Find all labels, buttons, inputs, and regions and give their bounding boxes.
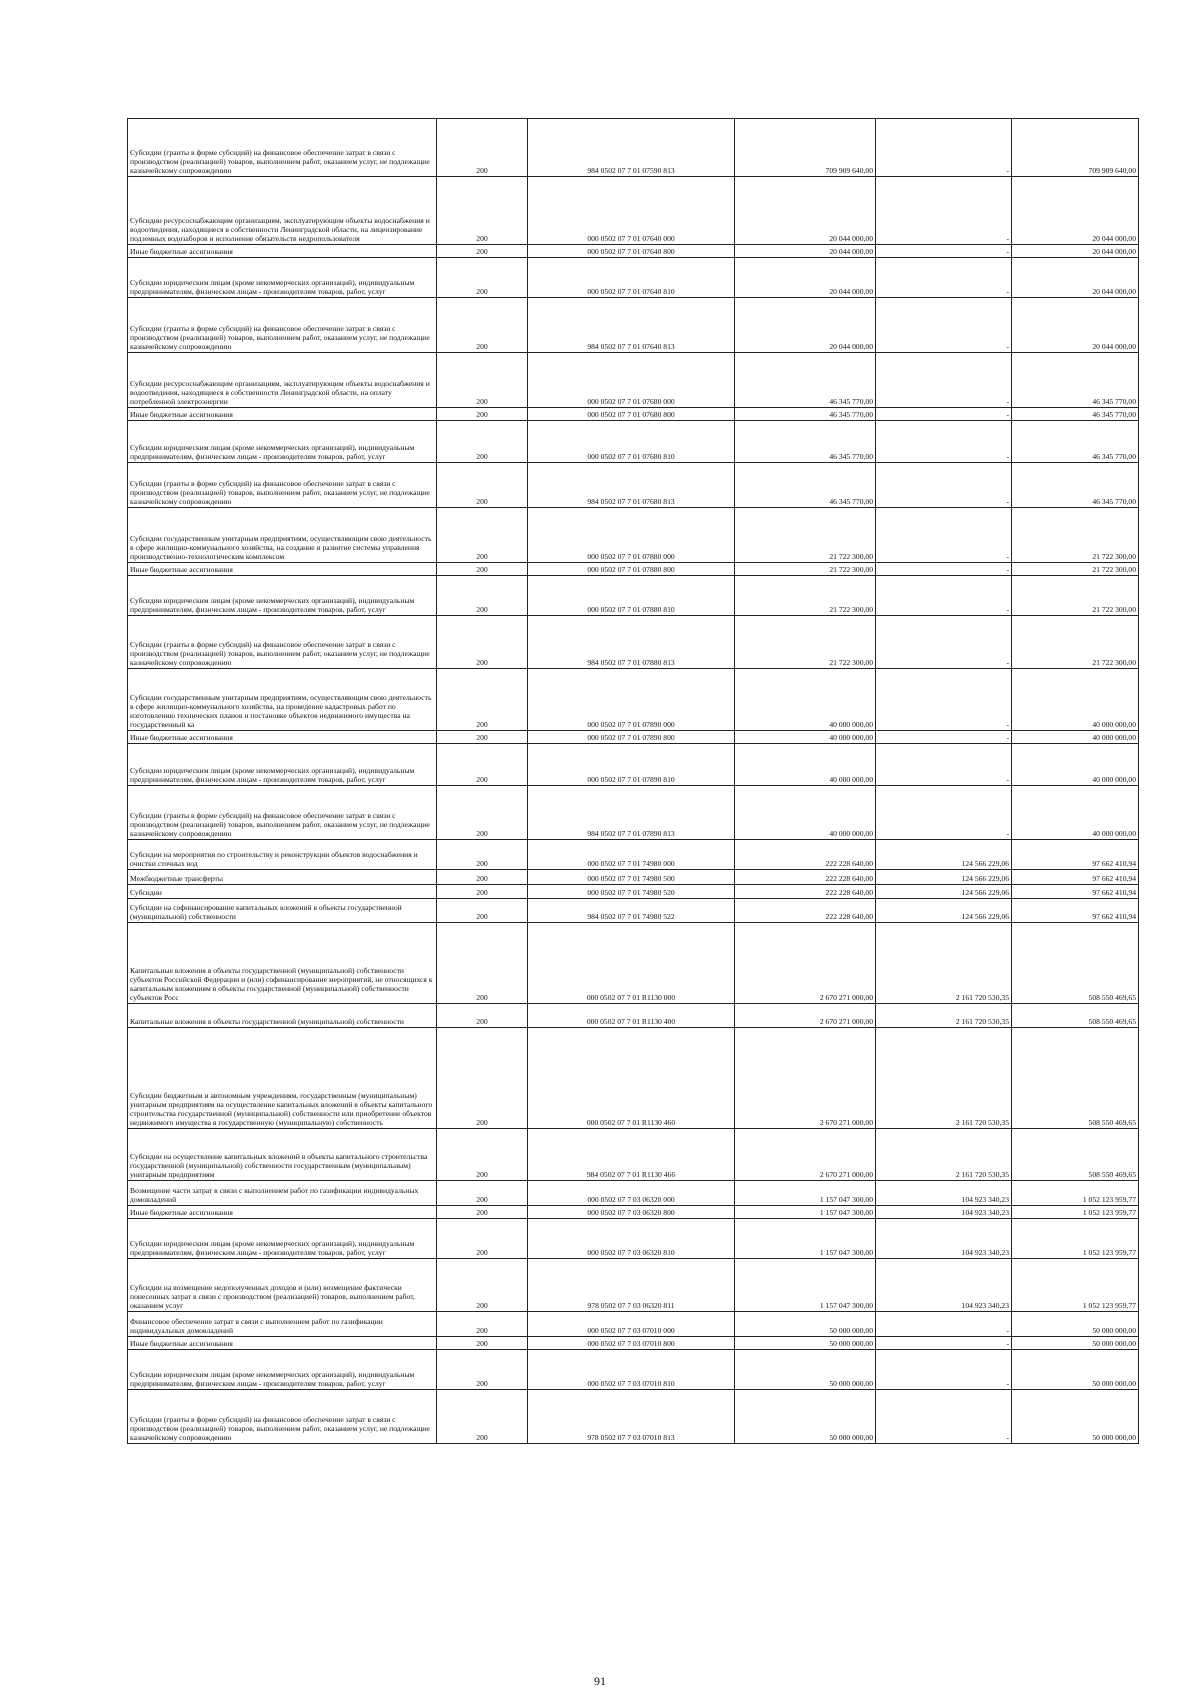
cell-unexecuted-appropriations: 21 722 300,00 xyxy=(1012,616,1139,669)
cell-line-code: 200 xyxy=(437,1129,528,1181)
cell-unexecuted-appropriations: 97 662 410,94 xyxy=(1012,885,1139,899)
cell-budget-classification-code: 984 0502 07 7 01 R1130 466 xyxy=(528,1129,735,1181)
table-row xyxy=(128,744,1139,786)
cell-line-code: 200 xyxy=(437,1390,528,1444)
cell-budget-classification-code: 984 0502 07 7 01 07640 813 xyxy=(528,298,735,353)
cell-budget-classification-code: 000 0502 07 7 01 07680 810 xyxy=(528,421,735,463)
page-number: 91 xyxy=(594,1674,606,1688)
cell-name: Субсидии ресурсоснабжающим организациям, эксплуатирующим объекты водоснабжения и водоотведения, находящиеся в собственности Ленинградской области, на оплату потребленной электроэнергии xyxy=(128,353,437,408)
cell-unexecuted-appropriations: 50 000 000,00 xyxy=(1012,1350,1139,1390)
cell-executed: - xyxy=(876,298,1012,353)
cell-approved-appropriations: 21 722 300,00 xyxy=(735,508,876,563)
cell-executed: - xyxy=(876,119,1012,177)
cell-name: Субсидии xyxy=(128,885,437,899)
cell-unexecuted-appropriations: 21 722 300,00 xyxy=(1012,576,1139,616)
cell-budget-classification-code: 000 0502 07 7 01 07880 810 xyxy=(528,576,735,616)
cell-approved-appropriations: 222 228 640,00 xyxy=(735,899,876,923)
cell-budget-classification-code: 000 0502 07 7 01 74980 520 xyxy=(528,885,735,899)
cell-name: Финансовое обеспечение затрат в связи с выполнением работ по газификации индивидуальных домовладений xyxy=(128,1312,437,1337)
table-row xyxy=(128,1350,1139,1390)
cell-approved-appropriations: 50 000 000,00 xyxy=(735,1390,876,1444)
cell-budget-classification-code: 000 0502 07 7 03 07010 800 xyxy=(528,1337,735,1350)
cell-executed: - xyxy=(876,1337,1012,1350)
table-row xyxy=(128,298,1139,353)
cell-line-code: 200 xyxy=(437,1181,528,1206)
cell-unexecuted-appropriations: 40 000 000,00 xyxy=(1012,744,1139,786)
cell-approved-appropriations: 46 345 770,00 xyxy=(735,463,876,508)
cell-approved-appropriations: 1 157 047 300,00 xyxy=(735,1206,876,1219)
table-row xyxy=(128,421,1139,463)
cell-line-code: 200 xyxy=(437,177,528,245)
table-row xyxy=(128,1219,1139,1259)
cell-approved-appropriations: 50 000 000,00 xyxy=(735,1337,876,1350)
cell-name: Субсидии на возмещение недополученных доходов и (или) возмещение фактически понесенных затрат в связи с производством (реализацией) товаров, выполнением работ, оказанием услуг xyxy=(128,1259,437,1312)
table-body xyxy=(128,119,1139,1444)
cell-executed: 104 923 340,23 xyxy=(876,1206,1012,1219)
cell-executed: 2 161 720 530,35 xyxy=(876,923,1012,1004)
cell-line-code: 200 xyxy=(437,870,528,885)
cell-line-code: 200 xyxy=(437,119,528,177)
cell-executed: - xyxy=(876,616,1012,669)
cell-budget-classification-code: 000 0502 07 7 01 07890 000 xyxy=(528,669,735,731)
cell-approved-appropriations: 1 157 047 300,00 xyxy=(735,1219,876,1259)
cell-executed: 2 161 720 530,35 xyxy=(876,1129,1012,1181)
cell-budget-classification-code: 978 0502 07 7 03 07010 813 xyxy=(528,1390,735,1444)
cell-line-code: 200 xyxy=(437,885,528,899)
table-row xyxy=(128,508,1139,563)
cell-name: Субсидии юридическим лицам (кроме некоммерческих организаций), индивидуальным предпринимателям, физическим лицам - производителям товаров, работ, услуг xyxy=(128,258,437,298)
cell-line-code: 200 xyxy=(437,616,528,669)
cell-executed: - xyxy=(876,563,1012,576)
cell-approved-appropriations: 1 157 047 300,00 xyxy=(735,1181,876,1206)
cell-name: Субсидии юридическим лицам (кроме некоммерческих организаций), индивидуальным предпринимателям, физическим лицам - производителям товаров, работ, услуг xyxy=(128,576,437,616)
table-row xyxy=(128,1129,1139,1181)
cell-unexecuted-appropriations: 1 052 123 959,77 xyxy=(1012,1181,1139,1206)
cell-approved-appropriations: 21 722 300,00 xyxy=(735,576,876,616)
cell-approved-appropriations: 222 228 640,00 xyxy=(735,840,876,870)
cell-name: Субсидии юридическим лицам (кроме некоммерческих организаций), индивидуальным предпринимателям, физическим лицам - производителям товаров, работ, услуг xyxy=(128,421,437,463)
table-row xyxy=(128,258,1139,298)
table-row xyxy=(128,177,1139,245)
budget-sheet xyxy=(127,118,1138,1444)
cell-approved-appropriations: 50 000 000,00 xyxy=(735,1350,876,1390)
cell-unexecuted-appropriations: 1 052 123 959,77 xyxy=(1012,1259,1139,1312)
cell-line-code: 200 xyxy=(437,508,528,563)
cell-unexecuted-appropriations: 46 345 770,00 xyxy=(1012,421,1139,463)
cell-unexecuted-appropriations: 97 662 410,94 xyxy=(1012,870,1139,885)
cell-unexecuted-appropriations: 709 909 640,00 xyxy=(1012,119,1139,177)
cell-budget-classification-code: 000 0502 07 7 01 R1130 000 xyxy=(528,923,735,1004)
cell-unexecuted-appropriations: 97 662 410,94 xyxy=(1012,899,1139,923)
cell-unexecuted-appropriations: 20 044 000,00 xyxy=(1012,245,1139,258)
table-row xyxy=(128,563,1139,576)
table-row xyxy=(128,1181,1139,1206)
table-row xyxy=(128,1259,1139,1312)
cell-executed: 104 923 340,23 xyxy=(876,1181,1012,1206)
cell-budget-classification-code: 984 0502 07 7 01 07590 813 xyxy=(528,119,735,177)
table-row xyxy=(128,1028,1139,1129)
table-row xyxy=(128,1337,1139,1350)
table-row xyxy=(128,885,1139,899)
cell-unexecuted-appropriations: 508 550 469,65 xyxy=(1012,1129,1139,1181)
cell-approved-appropriations: 20 044 000,00 xyxy=(735,258,876,298)
cell-name: Субсидии (гранты в форме субсидий) на финансовое обеспечение затрат в связи с производством (реализацией) товаров, выполнением работ, оказанием услуг, не подлежащие казначейскому сопровождению xyxy=(128,119,437,177)
cell-budget-classification-code: 000 0502 07 7 01 07640 000 xyxy=(528,177,735,245)
cell-line-code: 200 xyxy=(437,1337,528,1350)
cell-executed: - xyxy=(876,669,1012,731)
cell-line-code: 200 xyxy=(437,786,528,840)
cell-name: Субсидии (гранты в форме субсидий) на финансовое обеспечение затрат в связи с производством (реализацией) товаров, выполнением работ, оказанием услуг, не подлежащие казначейскому сопровождению xyxy=(128,786,437,840)
cell-executed: - xyxy=(876,258,1012,298)
cell-approved-appropriations: 222 228 640,00 xyxy=(735,870,876,885)
cell-budget-classification-code: 984 0502 07 7 01 07890 813 xyxy=(528,786,735,840)
cell-executed: 124 566 229,06 xyxy=(876,840,1012,870)
cell-executed: 104 923 340,23 xyxy=(876,1259,1012,1312)
cell-executed: - xyxy=(876,421,1012,463)
cell-name: Иные бюджетные ассигнования xyxy=(128,245,437,258)
cell-approved-appropriations: 20 044 000,00 xyxy=(735,177,876,245)
cell-line-code: 200 xyxy=(437,1312,528,1337)
cell-executed: - xyxy=(876,786,1012,840)
cell-budget-classification-code: 984 0502 07 7 01 74980 522 xyxy=(528,899,735,923)
cell-name: Субсидии на мероприятия по строительству и реконструкции объектов водоснабжения и очистки сточных вод xyxy=(128,840,437,870)
cell-name: Возмещение части затрат в связи с выполнением работ по газификации индивидуальных домовладений xyxy=(128,1181,437,1206)
cell-executed: - xyxy=(876,508,1012,563)
cell-line-code: 200 xyxy=(437,563,528,576)
cell-executed: 2 161 720 530,35 xyxy=(876,1004,1012,1028)
cell-approved-appropriations: 1 157 047 300,00 xyxy=(735,1259,876,1312)
table-row xyxy=(128,576,1139,616)
cell-unexecuted-appropriations: 508 550 469,65 xyxy=(1012,923,1139,1004)
cell-line-code: 200 xyxy=(437,840,528,870)
cell-unexecuted-appropriations: 20 044 000,00 xyxy=(1012,298,1139,353)
cell-executed: - xyxy=(876,1350,1012,1390)
cell-unexecuted-appropriations: 50 000 000,00 xyxy=(1012,1312,1139,1337)
cell-executed: - xyxy=(876,245,1012,258)
cell-budget-classification-code: 978 0502 07 7 03 06320 811 xyxy=(528,1259,735,1312)
cell-budget-classification-code: 000 0502 07 7 01 74980 500 xyxy=(528,870,735,885)
cell-line-code: 200 xyxy=(437,1350,528,1390)
cell-name: Субсидии (гранты в форме субсидий) на финансовое обеспечение затрат в связи с производством (реализацией) товаров, выполнением работ, оказанием услуг, не подлежащие казначейскому сопровождению xyxy=(128,1390,437,1444)
cell-budget-classification-code: 000 0502 07 7 01 74980 000 xyxy=(528,840,735,870)
table-row xyxy=(128,245,1139,258)
cell-name: Межбюджетные трансферты xyxy=(128,870,437,885)
cell-name: Субсидии (гранты в форме субсидий) на финансовое обеспечение затрат в связи с производством (реализацией) товаров, выполнением работ, оказанием услуг, не подлежащие казначейскому сопровождению xyxy=(128,298,437,353)
cell-name: Капитальные вложения в объекты государственной (муниципальной) собственности субъектов Российской Федерации и (или) софинансирование мероприятий, не относящихся к капитальным вложениям в объекты государственной (муниципальной) собственности субъектов Росс xyxy=(128,923,437,1004)
cell-executed: 104 923 340,23 xyxy=(876,1219,1012,1259)
cell-budget-classification-code: 984 0502 07 7 01 07680 813 xyxy=(528,463,735,508)
cell-budget-classification-code: 000 0502 07 7 03 06320 000 xyxy=(528,1181,735,1206)
cell-executed: 2 161 720 530,35 xyxy=(876,1028,1012,1129)
cell-budget-classification-code: 000 0502 07 7 03 07010 000 xyxy=(528,1312,735,1337)
cell-unexecuted-appropriations: 97 662 410,94 xyxy=(1012,840,1139,870)
cell-executed: - xyxy=(876,744,1012,786)
cell-unexecuted-appropriations: 40 000 000,00 xyxy=(1012,786,1139,840)
cell-name: Субсидии (гранты в форме субсидий) на финансовое обеспечение затрат в связи с производством (реализацией) товаров, выполнением работ, оказанием услуг, не подлежащие казначейскому сопровождению xyxy=(128,616,437,669)
cell-budget-classification-code: 000 0502 07 7 01 07890 810 xyxy=(528,744,735,786)
cell-approved-appropriations: 20 044 000,00 xyxy=(735,245,876,258)
table-row xyxy=(128,616,1139,669)
table-row xyxy=(128,353,1139,408)
cell-approved-appropriations: 20 044 000,00 xyxy=(735,298,876,353)
cell-unexecuted-appropriations: 50 000 000,00 xyxy=(1012,1337,1139,1350)
table-row xyxy=(128,408,1139,421)
cell-approved-appropriations: 709 909 640,00 xyxy=(735,119,876,177)
cell-budget-classification-code: 000 0502 07 7 03 07010 810 xyxy=(528,1350,735,1390)
cell-unexecuted-appropriations: 508 550 469,65 xyxy=(1012,1028,1139,1129)
cell-line-code: 200 xyxy=(437,421,528,463)
cell-name: Субсидии на софинансирование капитальных вложений в объекты государственной (муниципальной) собственности xyxy=(128,899,437,923)
cell-unexecuted-appropriations: 20 044 000,00 xyxy=(1012,258,1139,298)
cell-line-code: 200 xyxy=(437,463,528,508)
cell-name: Иные бюджетные ассигнования xyxy=(128,563,437,576)
table-row xyxy=(128,669,1139,731)
cell-budget-classification-code: 000 0502 07 7 01 07680 000 xyxy=(528,353,735,408)
cell-line-code: 200 xyxy=(437,669,528,731)
cell-line-code: 200 xyxy=(437,1219,528,1259)
cell-executed: - xyxy=(876,576,1012,616)
cell-approved-appropriations: 46 345 770,00 xyxy=(735,408,876,421)
table-row xyxy=(128,1206,1139,1219)
cell-budget-classification-code: 000 0502 07 7 01 07880 800 xyxy=(528,563,735,576)
table-row xyxy=(128,840,1139,870)
cell-unexecuted-appropriations: 40 000 000,00 xyxy=(1012,669,1139,731)
cell-executed: - xyxy=(876,1312,1012,1337)
cell-name: Иные бюджетные ассигнования xyxy=(128,1337,437,1350)
cell-executed: - xyxy=(876,177,1012,245)
cell-executed: 124 566 229,06 xyxy=(876,870,1012,885)
cell-approved-appropriations: 2 670 271 000,00 xyxy=(735,1129,876,1181)
table-row xyxy=(128,1004,1139,1028)
cell-budget-classification-code: 000 0502 07 7 01 07640 800 xyxy=(528,245,735,258)
cell-unexecuted-appropriations: 20 044 000,00 xyxy=(1012,177,1139,245)
cell-unexecuted-appropriations: 40 000 000,00 xyxy=(1012,731,1139,744)
cell-name: Субсидии ресурсоснабжающим организациям, эксплуатирующим объекты водоснабжения и водоотведения, находящиеся в собственности Ленинградской области, на лицензирование подземных водозаборов и исполнение обязательств недропользователя xyxy=(128,177,437,245)
cell-budget-classification-code: 000 0502 07 7 01 07640 810 xyxy=(528,258,735,298)
cell-budget-classification-code: 984 0502 07 7 01 07880 813 xyxy=(528,616,735,669)
cell-unexecuted-appropriations: 21 722 300,00 xyxy=(1012,563,1139,576)
cell-executed: - xyxy=(876,731,1012,744)
cell-executed: - xyxy=(876,463,1012,508)
cell-unexecuted-appropriations: 1 052 123 959,77 xyxy=(1012,1219,1139,1259)
cell-name: Субсидии государственным унитарным предприятиям, осуществляющим свою деятельность в сфере жилищно-коммунального хозяйства, на создание и развитие системы управления производственно-технологическим комплексом xyxy=(128,508,437,563)
table-row xyxy=(128,899,1139,923)
cell-approved-appropriations: 21 722 300,00 xyxy=(735,616,876,669)
cell-line-code: 200 xyxy=(437,408,528,421)
table-row xyxy=(128,463,1139,508)
cell-name: Субсидии бюджетным и автономным учреждениям, государственным (муниципальным) унитарным предприятиям на осуществление капитальных вложений в объекты капитального строительства государственной (муниципальной) собственности или приобретение объектов недвижимого имущества в государственную (муниципальную) собственность xyxy=(128,1028,437,1129)
cell-budget-classification-code: 000 0502 07 7 01 07880 000 xyxy=(528,508,735,563)
cell-line-code: 200 xyxy=(437,744,528,786)
cell-unexecuted-appropriations: 50 000 000,00 xyxy=(1012,1390,1139,1444)
cell-unexecuted-appropriations: 46 345 770,00 xyxy=(1012,408,1139,421)
cell-executed: - xyxy=(876,1390,1012,1444)
cell-line-code: 200 xyxy=(437,1004,528,1028)
cell-budget-classification-code: 000 0502 07 7 01 07680 800 xyxy=(528,408,735,421)
table-row xyxy=(128,1390,1139,1444)
cell-name: Субсидии на осуществление капитальных вложений в объекты капитального строительства государственной (муниципальной) собственности государственным (муниципальным) унитарным предприятиям xyxy=(128,1129,437,1181)
cell-name: Субсидии государственным унитарным предприятиям, осуществляющим свою деятельность в сфере жилищно-коммунального хозяйства, на проведение кадастровых работ по изготовлению технических планов и постановке объектов недвижимого имущества на государственный ка xyxy=(128,669,437,731)
cell-approved-appropriations: 46 345 770,00 xyxy=(735,353,876,408)
cell-approved-appropriations: 2 670 271 000,00 xyxy=(735,1028,876,1129)
cell-line-code: 200 xyxy=(437,258,528,298)
cell-unexecuted-appropriations: 1 052 123 959,77 xyxy=(1012,1206,1139,1219)
cell-executed: 124 566 229,06 xyxy=(876,899,1012,923)
cell-approved-appropriations: 50 000 000,00 xyxy=(735,1312,876,1337)
cell-approved-appropriations: 222 228 640,00 xyxy=(735,885,876,899)
cell-line-code: 200 xyxy=(437,576,528,616)
cell-budget-classification-code: 000 0502 07 7 01 R1130 460 xyxy=(528,1028,735,1129)
cell-name: Иные бюджетные ассигнования xyxy=(128,408,437,421)
cell-line-code: 200 xyxy=(437,731,528,744)
cell-name: Субсидии юридическим лицам (кроме некоммерческих организаций), индивидуальным предпринимателям, физическим лицам - производителям товаров, работ, услуг xyxy=(128,1350,437,1390)
cell-line-code: 200 xyxy=(437,1028,528,1129)
budget-execution-table xyxy=(127,118,1139,1444)
table-row xyxy=(128,119,1139,177)
cell-line-code: 200 xyxy=(437,353,528,408)
cell-line-code: 200 xyxy=(437,1259,528,1312)
cell-name: Иные бюджетные ассигнования xyxy=(128,731,437,744)
cell-approved-appropriations: 40 000 000,00 xyxy=(735,744,876,786)
cell-approved-appropriations: 21 722 300,00 xyxy=(735,563,876,576)
cell-name: Иные бюджетные ассигнования xyxy=(128,1206,437,1219)
cell-name: Субсидии юридическим лицам (кроме некоммерческих организаций), индивидуальным предпринимателям, физическим лицам - производителям товаров, работ, услуг xyxy=(128,744,437,786)
cell-line-code: 200 xyxy=(437,245,528,258)
cell-approved-appropriations: 46 345 770,00 xyxy=(735,421,876,463)
cell-budget-classification-code: 000 0502 07 7 01 R1130 400 xyxy=(528,1004,735,1028)
cell-name: Субсидии (гранты в форме субсидий) на финансовое обеспечение затрат в связи с производством (реализацией) товаров, выполнением работ, оказанием услуг, не подлежащие казначейскому сопровождению xyxy=(128,463,437,508)
cell-unexecuted-appropriations: 21 722 300,00 xyxy=(1012,508,1139,563)
cell-executed: - xyxy=(876,353,1012,408)
table-row xyxy=(128,1312,1139,1337)
table-row xyxy=(128,786,1139,840)
cell-line-code: 200 xyxy=(437,899,528,923)
cell-executed: - xyxy=(876,408,1012,421)
cell-unexecuted-appropriations: 46 345 770,00 xyxy=(1012,463,1139,508)
cell-unexecuted-appropriations: 508 550 469,65 xyxy=(1012,1004,1139,1028)
cell-budget-classification-code: 000 0502 07 7 03 06320 810 xyxy=(528,1219,735,1259)
cell-approved-appropriations: 2 670 271 000,00 xyxy=(735,1004,876,1028)
cell-line-code: 200 xyxy=(437,298,528,353)
cell-line-code: 200 xyxy=(437,1206,528,1219)
table-row xyxy=(128,870,1139,885)
cell-approved-appropriations: 2 670 271 000,00 xyxy=(735,923,876,1004)
cell-budget-classification-code: 000 0502 07 7 01 07890 800 xyxy=(528,731,735,744)
cell-budget-classification-code: 000 0502 07 7 03 06320 800 xyxy=(528,1206,735,1219)
cell-approved-appropriations: 40 000 000,00 xyxy=(735,669,876,731)
table-row xyxy=(128,923,1139,1004)
cell-unexecuted-appropriations: 46 345 770,00 xyxy=(1012,353,1139,408)
cell-name: Капитальные вложения в объекты государственной (муниципальной) собственности xyxy=(128,1004,437,1028)
table-row xyxy=(128,731,1139,744)
cell-approved-appropriations: 40 000 000,00 xyxy=(735,731,876,744)
cell-line-code: 200 xyxy=(437,923,528,1004)
cell-approved-appropriations: 40 000 000,00 xyxy=(735,786,876,840)
cell-name: Субсидии юридическим лицам (кроме некоммерческих организаций), индивидуальным предпринимателям, физическим лицам - производителям товаров, работ, услуг xyxy=(128,1219,437,1259)
cell-executed: 124 566 229,06 xyxy=(876,885,1012,899)
